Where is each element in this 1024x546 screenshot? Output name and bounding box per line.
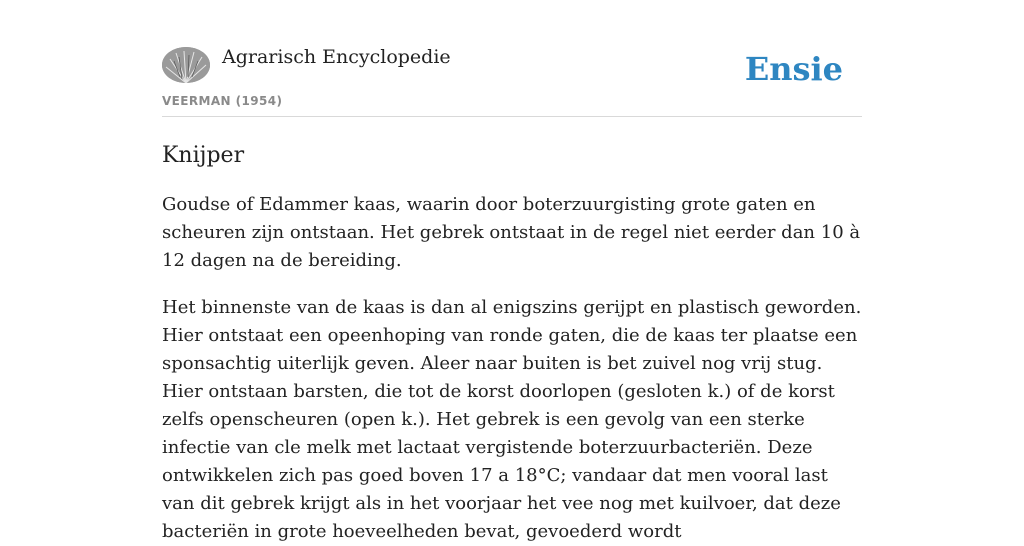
article-paragraph-1: Goudse of Edammer kaas, waarin door boterzuurgisting grote gaten en scheuren zijn ontstaan. Het gebrek ontstaat in de regel niet eerder dan 10 à 12 dagen na de bereiding. — [162, 194, 861, 271]
encyclopedia-title[interactable]: Agrarisch Encyclopedie — [222, 46, 451, 68]
article-paragraph-2: Het binnenste van de kaas is dan al enigszins gerijpt en plastisch geworden. Hier ontstaat een opeenhoping van ronde gaten, die de kaas ter plaatse een sponsachtig uiterlijk geven. Aleer naar buiten is bet zuivel nog vrij stug. Hier ontstaan barsten, die tot de korst doorlopen (gesloten k.) of de korst zelfs openscheuren (open k.). Het gebrek is een gevolg van een sterke infectie van cle melk met lactaat vergistende boterzuurbacteriën. Deze ontwikkelen zich pas goed boven 17 a 18°C; vandaar dat men vooral last van dit gebrek krijgt als in het voorjaar het vee nog met kuilvoer, dat deze bacteriën in grote hoeveelheden bevat, gevoederd wordt — [162, 297, 862, 542]
page-container — [162, 0, 862, 546]
page-header — [162, 0, 862, 117]
ensie-logo-link[interactable]: Ensie — [744, 50, 843, 88]
wheat-engraving-icon[interactable] — [162, 47, 210, 83]
author-label: VEERMAN (1954) — [162, 94, 283, 108]
article-title: Knijper — [162, 143, 245, 168]
